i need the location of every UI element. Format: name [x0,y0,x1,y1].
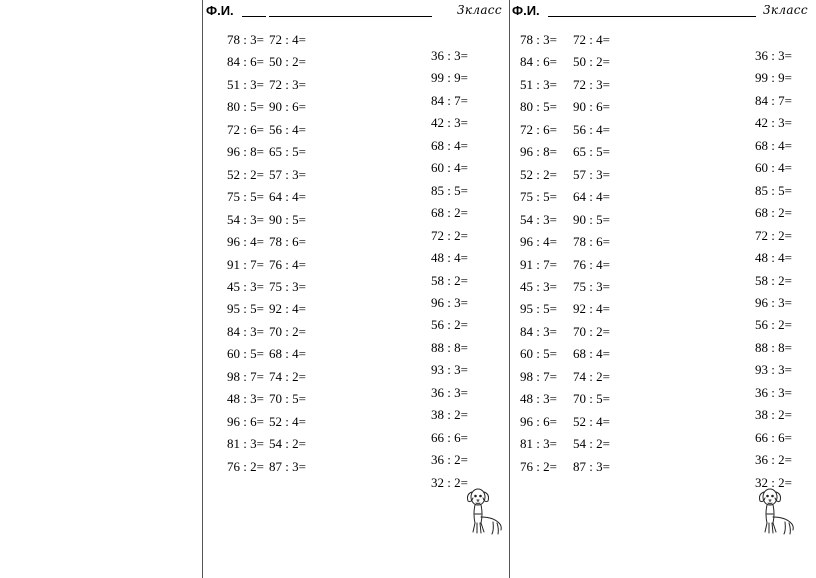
division-exercise: 70 : 5= [573,391,610,407]
division-exercise: 75 : 3= [573,278,610,294]
division-exercise: 48 : 3= [227,391,264,407]
division-exercise: 70 : 2= [269,323,306,339]
division-exercise: 76 : 4= [269,256,306,272]
division-exercise: 76 : 2= [520,458,557,474]
division-exercise: 81 : 3= [520,436,557,452]
division-exercise: 68 : 4= [431,137,468,153]
division-exercise: 65 : 5= [573,144,610,160]
dog-icon [463,486,507,538]
division-exercise: 38 : 2= [755,407,792,423]
division-exercise: 68 : 4= [269,346,306,362]
division-exercise: 84 : 6= [520,54,557,70]
division-exercise: 38 : 2= [431,407,468,423]
division-exercise: 48 : 4= [431,250,468,266]
division-exercise: 72 : 6= [520,121,557,137]
division-exercise: 96 : 3= [431,294,468,310]
division-exercise: 96 : 4= [520,234,557,250]
division-exercise: 42 : 3= [755,115,792,131]
division-exercise: 58 : 2= [755,272,792,288]
division-exercise: 52 : 2= [227,166,264,182]
worksheet-3 [509,0,816,578]
grade-label: 3класс [457,3,502,17]
division-exercise: 54 : 3= [227,211,264,227]
division-exercise: 96 : 6= [520,413,557,429]
division-exercise: 32 : 2= [431,474,468,490]
division-exercise: 99 : 9= [755,70,792,86]
division-exercise: 45 : 3= [227,278,264,294]
division-exercise: 51 : 3= [520,76,557,92]
division-exercise: 91 : 7= [520,256,557,272]
division-exercise: 68 : 4= [755,137,792,153]
division-exercise: 72 : 2= [431,227,468,243]
division-exercise: 75 : 3= [269,278,306,294]
division-exercise: 51 : 3= [227,76,264,92]
division-exercise: 85 : 5= [431,182,468,198]
division-exercise: 64 : 4= [573,189,610,205]
division-exercise: 72 : 4= [269,32,306,47]
division-exercise: 96 : 4= [227,234,264,250]
division-exercise: 78 : 6= [269,234,306,250]
division-exercise: 54 : 2= [573,436,610,452]
division-exercise: 48 : 4= [755,250,792,266]
division-exercise: 93 : 3= [431,362,468,378]
division-exercise: 95 : 5= [227,301,264,317]
division-exercise: 90 : 6= [269,99,306,115]
grade-label: 3класс [763,3,808,17]
division-exercise: 90 : 5= [269,211,306,227]
division-exercise: 56 : 4= [269,121,306,137]
division-exercise: 84 : 3= [227,323,264,339]
division-exercise: 60 : 4= [431,160,468,176]
division-exercise: 36 : 3= [431,48,468,63]
division-exercise: 92 : 4= [269,301,306,317]
division-exercise: 68 : 4= [573,346,610,362]
division-exercise: 90 : 6= [573,99,610,115]
division-exercise: 50 : 2= [269,54,306,70]
division-exercise: 56 : 2= [431,317,468,333]
division-exercise: 42 : 3= [431,115,468,131]
division-exercise: 95 : 5= [520,301,557,317]
worksheet-1 [0,0,201,578]
division-exercise: 32 : 2= [755,474,792,490]
division-exercise: 96 : 8= [520,144,557,160]
division-exercise: 84 : 7= [755,92,792,108]
division-exercise: 76 : 4= [573,256,610,272]
division-exercise: 52 : 4= [573,413,610,429]
division-exercise: 93 : 3= [755,362,792,378]
division-exercise: 78 : 3= [520,32,557,47]
division-exercise: 64 : 4= [269,189,306,205]
division-exercise: 60 : 5= [227,346,264,362]
division-exercise: 98 : 7= [520,368,557,384]
division-exercise: 68 : 2= [755,205,792,221]
name-underline-short [548,16,572,17]
division-exercise: 70 : 5= [269,391,306,407]
division-exercise: 58 : 2= [431,272,468,288]
division-exercise: 57 : 3= [269,166,306,182]
division-exercise: 88 : 8= [431,339,468,355]
division-exercise: 87 : 3= [573,458,610,474]
division-exercise: 54 : 3= [520,211,557,227]
division-exercise: 75 : 5= [227,189,264,205]
division-exercise: 96 : 6= [227,413,264,429]
division-exercise: 74 : 2= [269,368,306,384]
division-exercise: 80 : 5= [520,99,557,115]
division-exercise: 36 : 3= [755,384,792,400]
name-label: Ф.И. [206,3,234,18]
division-exercise: 72 : 6= [227,121,264,137]
division-exercise: 36 : 2= [431,452,468,468]
division-exercise: 99 : 9= [431,70,468,86]
division-exercise: 56 : 2= [755,317,792,333]
division-exercise: 50 : 2= [573,54,610,70]
division-exercise: 72 : 2= [755,227,792,243]
division-exercise: 96 : 3= [755,294,792,310]
division-exercise: 92 : 4= [573,301,610,317]
division-exercise: 84 : 7= [431,92,468,108]
division-exercise: 45 : 3= [520,278,557,294]
division-exercise: 65 : 5= [269,144,306,160]
dog-icon [755,486,799,538]
division-exercise: 74 : 2= [573,368,610,384]
division-exercise: 88 : 8= [755,339,792,355]
division-exercise: 78 : 6= [573,234,610,250]
division-exercise: 70 : 2= [573,323,610,339]
division-exercise: 91 : 7= [227,256,264,272]
division-exercise: 76 : 2= [227,458,264,474]
division-exercise: 66 : 6= [755,429,792,445]
division-exercise: 72 : 3= [573,76,610,92]
name-write-line[interactable] [571,16,756,17]
division-exercise: 84 : 6= [227,54,264,70]
division-exercise: 57 : 3= [573,166,610,182]
name-label: Ф.И. [512,3,540,18]
division-exercise: 72 : 3= [269,76,306,92]
division-exercise: 52 : 4= [269,413,306,429]
division-exercise: 72 : 4= [573,32,610,47]
division-exercise: 78 : 3= [227,32,264,47]
division-exercise: 87 : 3= [269,458,306,474]
name-write-line[interactable] [269,16,432,17]
division-exercise: 36 : 3= [755,48,792,63]
division-exercise: 80 : 5= [227,99,264,115]
division-exercise: 81 : 3= [227,436,264,452]
name-underline-short [242,16,266,17]
division-exercise: 48 : 3= [520,391,557,407]
division-exercise: 98 : 7= [227,368,264,384]
division-exercise: 60 : 4= [755,160,792,176]
worksheet-2 [203,0,508,578]
division-exercise: 85 : 5= [755,182,792,198]
division-exercise: 66 : 6= [431,429,468,445]
division-exercise: 56 : 4= [573,121,610,137]
division-exercise: 90 : 5= [573,211,610,227]
division-exercise: 36 : 2= [755,452,792,468]
division-exercise: 75 : 5= [520,189,557,205]
division-exercise: 96 : 8= [227,144,264,160]
division-exercise: 36 : 3= [431,384,468,400]
division-exercise: 54 : 2= [269,436,306,452]
division-exercise: 52 : 2= [520,166,557,182]
division-exercise: 84 : 3= [520,323,557,339]
division-exercise: 68 : 2= [431,205,468,221]
division-exercise: 60 : 5= [520,346,557,362]
